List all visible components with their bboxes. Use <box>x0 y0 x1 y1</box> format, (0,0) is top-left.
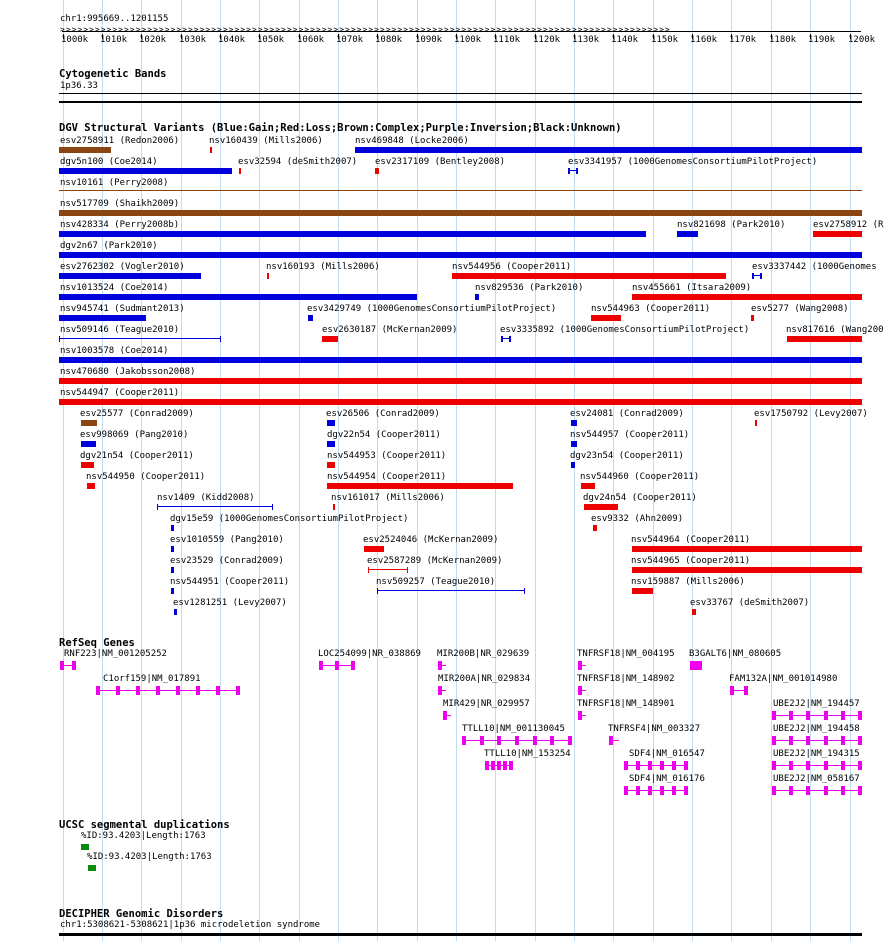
gene-exon[interactable] <box>806 786 810 795</box>
gene-exon[interactable] <box>824 786 828 795</box>
dgv-variant-label[interactable]: nsv544964 (Cooper2011) <box>631 535 751 545</box>
dgv-variant-bar[interactable] <box>239 168 241 174</box>
dgv-variant-label[interactable]: esv33767 (deSmith2007) <box>690 598 810 608</box>
dgv-variant-label[interactable]: nsv517709 (Shaikh2009) <box>60 199 180 209</box>
dgv-variant-label[interactable]: nsv1409 (Kidd2008) <box>157 493 255 503</box>
dgv-variant-bar[interactable] <box>59 168 232 174</box>
gene-label[interactable]: LOC254099|NR_038869 <box>318 649 421 659</box>
dgv-variant-bar[interactable] <box>59 294 417 300</box>
dgv-variant-bar[interactable] <box>327 420 335 426</box>
dgv-variant-bar[interactable] <box>59 378 862 384</box>
dgv-variant-bar[interactable] <box>632 294 862 300</box>
cytoband-label[interactable]: 1p36.33 <box>60 81 98 91</box>
gene-exon[interactable] <box>319 661 323 670</box>
gene-exon[interactable] <box>772 711 776 720</box>
dgv-variant-bar[interactable] <box>267 273 269 279</box>
dgv-variant-label[interactable]: dgv15e59 (1000GenomesConsortiumPilotProject) <box>170 514 409 524</box>
gene-exon[interactable] <box>684 786 688 795</box>
gene-label[interactable]: C1orf159|NM_017891 <box>103 674 201 684</box>
dgv-variant-bar-end <box>524 588 525 594</box>
gene-label[interactable]: TTLL10|NM_153254 <box>484 749 571 759</box>
gene-exon[interactable] <box>515 736 519 745</box>
dgv-variant-bar[interactable] <box>591 315 621 321</box>
dgv-variant-label[interactable]: nsv544950 (Cooper2011) <box>86 472 206 482</box>
dgv-variant-bar[interactable] <box>171 567 174 573</box>
dgv-variant-bar[interactable] <box>59 357 862 363</box>
ruler-tick-label: 1020k <box>139 35 167 45</box>
gene-label[interactable]: UBE2J2|NM_194458 <box>773 724 860 734</box>
dgv-variant-label[interactable]: esv1281251 (Levy2007) <box>173 598 287 608</box>
dgv-variant-label[interactable]: esv2317109 (Bentley2008) <box>375 157 506 167</box>
gene-exon[interactable] <box>351 661 355 670</box>
grid-line <box>338 0 339 941</box>
ruler-tick-label: 1050k <box>257 35 285 45</box>
dgv-variant-label[interactable]: nsv1013524 (Coe2014) <box>60 283 169 293</box>
ruler-tick-label: 1070k <box>336 35 364 45</box>
gene-label[interactable]: SDF4|NM_016547 <box>629 749 705 759</box>
dgv-variant-bar[interactable] <box>59 210 862 216</box>
dgv-variant-label[interactable]: esv2587289 (McKernan2009) <box>367 556 503 566</box>
gene-intron-line[interactable] <box>624 790 688 791</box>
gene-exon[interactable] <box>841 736 845 745</box>
gene-label[interactable]: B3GALT6|NM_080605 <box>689 649 782 659</box>
gene-label[interactable]: FAM132A|NM_001014980 <box>729 674 838 684</box>
gene-exon[interactable] <box>176 686 180 695</box>
dgv-variant-bar-end <box>59 336 60 342</box>
gene-exon[interactable] <box>624 761 628 770</box>
dgv-variant-bar[interactable] <box>59 338 221 339</box>
dgv-variant-label[interactable]: nsv469848 (Locke2006) <box>355 136 469 146</box>
grid-line <box>771 0 772 941</box>
gene-exon[interactable] <box>806 736 810 745</box>
gene-label[interactable]: TNFRSF18|NM_004195 <box>577 649 675 659</box>
gene-exon[interactable] <box>806 761 810 770</box>
dgv-variant-label[interactable]: nsv544965 (Cooper2011) <box>631 556 751 566</box>
gene-label[interactable]: RNF223|NM_001205252 <box>64 649 167 659</box>
gene-exon[interactable] <box>497 736 501 745</box>
gene-exon[interactable] <box>196 686 200 695</box>
ruler-tick-label: 1040k <box>218 35 246 45</box>
gene-exon[interactable] <box>660 786 664 795</box>
dgv-variant-bar[interactable] <box>787 336 862 342</box>
gene-exon[interactable] <box>690 661 702 670</box>
ruler-tick-label: 1030k <box>179 35 207 45</box>
gene-exon[interactable] <box>335 661 339 670</box>
dgv-variant-label[interactable]: nsv821698 (Park2010) <box>677 220 786 230</box>
dgv-variant-bar[interactable] <box>368 569 408 570</box>
dgv-variant-bar[interactable] <box>377 590 525 591</box>
dgv-variant-bar[interactable] <box>692 609 696 615</box>
grid-line <box>850 0 851 941</box>
gene-exon[interactable] <box>578 661 582 670</box>
dgv-variant-bar[interactable] <box>632 567 862 573</box>
dgv-variant-label[interactable]: esv9332 (Ahn2009) <box>591 514 684 524</box>
dgv-variant-bar[interactable] <box>364 546 384 552</box>
gene-exon[interactable] <box>789 736 793 745</box>
gene-exon[interactable] <box>824 711 828 720</box>
dgv-variant-label[interactable]: nsv160439 (Mills2006) <box>209 136 323 146</box>
ruler-tick-label: 1000k <box>61 35 89 45</box>
ruler-tick-label: 1170k <box>729 35 757 45</box>
ruler-tick-label: 1120k <box>533 35 561 45</box>
dgv-variant-label[interactable]: nsv544957 (Cooper2011) <box>570 430 690 440</box>
dgv-variant-bar[interactable] <box>59 315 146 321</box>
ruler-tick-label: 1010k <box>100 35 128 45</box>
dgv-variant-label[interactable]: nsv544954 (Cooper2011) <box>327 472 447 482</box>
dgv-variant-bar[interactable] <box>813 231 862 237</box>
gene-exon[interactable] <box>497 761 501 770</box>
gene-exon[interactable] <box>789 786 793 795</box>
gene-label[interactable]: TNFRSF18|NM_148901 <box>577 699 675 709</box>
dgv-variant-label[interactable]: esv3335892 (1000GenomesConsortiumPilotProject) <box>500 325 750 335</box>
gene-exon[interactable] <box>841 761 845 770</box>
segdup-feature[interactable] <box>81 844 89 850</box>
dgv-variant-label[interactable]: nsv544960 (Cooper2011) <box>580 472 700 482</box>
ruler-tick-label: 1190k <box>808 35 836 45</box>
gene-exon[interactable] <box>438 686 442 695</box>
dgv-variant-bar[interactable] <box>308 315 313 321</box>
gene-exon[interactable] <box>438 661 442 670</box>
dgv-variant-label[interactable]: esv2630187 (McKernan2009) <box>322 325 458 335</box>
gene-intron-line[interactable] <box>772 765 862 766</box>
ruler-tick-label: 1140k <box>611 35 639 45</box>
grid-line <box>613 0 614 941</box>
dgv-variant-bar[interactable] <box>375 168 379 174</box>
decipher-feature[interactable] <box>59 933 862 936</box>
dgv-variant-bar[interactable] <box>171 588 174 594</box>
segdup-label[interactable]: %ID:93.4203|Length:1763 <box>81 831 206 841</box>
dgv-variant-label[interactable]: esv5277 (Wang2008) <box>751 304 849 314</box>
gene-exon[interactable] <box>824 736 828 745</box>
grid-line <box>731 0 732 941</box>
dgv-variant-bar[interactable] <box>171 546 174 552</box>
gene-exon[interactable] <box>648 786 652 795</box>
dgv-variant-bar[interactable] <box>571 441 577 447</box>
dgv-variant-bar-end <box>501 336 503 342</box>
gene-exon[interactable] <box>116 686 120 695</box>
segdup-label[interactable]: %ID:93.4203|Length:1763 <box>87 852 212 862</box>
dgv-variant-label[interactable]: esv3429749 (1000GenomesConsortiumPilotProject) <box>307 304 557 314</box>
dgv-variant-label[interactable]: esv1750792 (Levy2007) <box>754 409 868 419</box>
grid-line <box>810 0 811 941</box>
gene-exon[interactable] <box>806 711 810 720</box>
dgv-variant-bar[interactable] <box>157 506 273 507</box>
gene-exon[interactable] <box>491 761 495 770</box>
gene-exon[interactable] <box>462 736 466 745</box>
dgv-variant-bar-end <box>576 168 578 174</box>
gene-intron-line[interactable] <box>772 715 862 716</box>
dgv-variant-label[interactable]: esv3337442 (1000Genomes <box>752 262 877 272</box>
cytoband-line <box>59 93 862 94</box>
dgv-variant-bar[interactable] <box>475 294 479 300</box>
dgv-variant-bar-end <box>568 168 570 174</box>
dgv-variant-label[interactable]: esv2524046 (McKernan2009) <box>363 535 499 545</box>
dgv-variant-label[interactable]: nsv159887 (Mills2006) <box>631 577 745 587</box>
gene-exon[interactable] <box>578 711 582 720</box>
gene-exon[interactable] <box>858 711 862 720</box>
ruler-strand-arrows: >>>>>>>>>>>>>>>>>>>>>>>>>>>>>>>>>>>>>>>>>>>>>>>>>>>>>>>>>>>>>>>>>>>>>>>>>>>>>>>>>>>>>>>>>>>>>>>>>>>>>>>>> <box>60 25 671 34</box>
dgv-variant-bar[interactable] <box>584 504 618 510</box>
dgv-variant-label[interactable]: nsv10161 (Perry2008) <box>60 178 169 188</box>
dgv-variant-label[interactable]: nsv509257 (Teague2010) <box>376 577 496 587</box>
dgv-variant-label[interactable]: nsv544956 (Cooper2011) <box>452 262 572 272</box>
gene-exon[interactable] <box>60 661 64 670</box>
dgv-variant-bar[interactable] <box>59 231 646 237</box>
dgv-variant-bar[interactable] <box>81 462 94 468</box>
dgv-variant-label[interactable]: nsv160193 (Mills2006) <box>266 262 380 272</box>
gene-exon[interactable] <box>503 761 507 770</box>
ruler-tick-label: 1130k <box>572 35 600 45</box>
dgv-variant-label[interactable]: nsv945741 (Sudmant2013) <box>60 304 185 314</box>
gene-exon[interactable] <box>216 686 220 695</box>
grid-line <box>692 0 693 941</box>
dgv-variant-label[interactable]: esv32594 (deSmith2007) <box>238 157 358 167</box>
ruler-tick-label: 1110k <box>493 35 521 45</box>
gene-exon[interactable] <box>609 736 613 745</box>
dgv-variant-bar[interactable] <box>59 273 201 279</box>
gene-exon[interactable] <box>789 711 793 720</box>
gene-label[interactable]: MIR200B|NR_029639 <box>437 649 530 659</box>
track-divider <box>59 101 862 103</box>
dgv-variant-bar[interactable] <box>581 483 595 489</box>
gene-exon[interactable] <box>858 736 862 745</box>
dgv-variant-bar[interactable] <box>322 336 338 342</box>
dgv-variant-bar[interactable] <box>210 147 212 153</box>
gene-exon[interactable] <box>772 761 776 770</box>
gene-exon[interactable] <box>772 736 776 745</box>
dgv-variant-label[interactable]: dgv2n67 (Park2010) <box>60 241 158 251</box>
ruler-tick-label: 1180k <box>769 35 797 45</box>
gene-exon[interactable] <box>841 786 845 795</box>
dgv-variant-label[interactable]: esv24081 (Conrad2009) <box>570 409 684 419</box>
dgv-variant-label[interactable]: esv25577 (Conrad2009) <box>80 409 194 419</box>
dgv-variant-bar[interactable] <box>571 462 575 468</box>
gene-exon[interactable] <box>136 686 140 695</box>
gene-intron-line[interactable] <box>772 790 862 791</box>
cytoband-track-title[interactable]: Cytogenetic Bands <box>59 68 167 80</box>
dgv-variant-label[interactable]: nsv544951 (Cooper2011) <box>170 577 290 587</box>
dgv-variant-bar-end <box>377 588 378 594</box>
position-label: chr1:995669..1201155 <box>60 14 169 24</box>
gene-exon[interactable] <box>858 786 862 795</box>
segdup-feature[interactable] <box>88 865 96 871</box>
dgv-variant-label[interactable]: dgv21n54 (Cooper2011) <box>80 451 194 461</box>
dgv-variant-label[interactable]: nsv544963 (Cooper2011) <box>591 304 711 314</box>
grid-line <box>181 0 182 941</box>
gene-exon[interactable] <box>672 786 676 795</box>
grid-line <box>535 0 536 941</box>
gene-exon[interactable] <box>730 686 734 695</box>
gene-exon[interactable] <box>636 761 640 770</box>
dgv-variant-label[interactable]: esv23529 (Conrad2009) <box>170 556 284 566</box>
ruler-tick-label: 1090k <box>415 35 443 45</box>
dgv-variant-bar[interactable] <box>81 420 97 426</box>
dgv-variant-label[interactable]: nsv509146 (Teague2010) <box>60 325 180 335</box>
gene-exon[interactable] <box>660 761 664 770</box>
dgv-variant-label[interactable]: dgv5n100 (Coe2014) <box>60 157 158 167</box>
gene-exon[interactable] <box>485 761 489 770</box>
ruler-tick-label: 1060k <box>297 35 325 45</box>
gene-label[interactable]: UBE2J2|NM_058167 <box>773 774 860 784</box>
gene-exon[interactable] <box>841 711 845 720</box>
gene-exon[interactable] <box>578 686 582 695</box>
gene-label[interactable]: TNFRSF4|NM_003327 <box>608 724 701 734</box>
dgv-variant-label[interactable]: nsv817616 (Wang200 <box>786 325 884 335</box>
dgv-variant-bar-end <box>509 336 511 342</box>
dgv-variant-label[interactable]: nsv544947 (Cooper2011) <box>60 388 180 398</box>
dgv-variant-label[interactable]: dgv24n54 (Cooper2011) <box>583 493 697 503</box>
dgv-variant-label[interactable]: nsv544953 (Cooper2011) <box>327 451 447 461</box>
gene-exon[interactable] <box>824 761 828 770</box>
dgv-variant-bar[interactable] <box>59 399 862 405</box>
dgv-variant-label[interactable]: nsv428334 (Perry2008b) <box>60 220 180 230</box>
ruler-tick-label: 1080k <box>375 35 403 45</box>
gene-label[interactable]: MIR200A|NR_029834 <box>438 674 531 684</box>
segdup-track-title[interactable]: UCSC segmental duplications <box>59 819 230 831</box>
ruler-tick-label: 1160k <box>690 35 718 45</box>
dgv-variant-bar-end <box>752 273 754 279</box>
gene-label[interactable]: MIR429|NR_029957 <box>443 699 530 709</box>
gene-exon[interactable] <box>550 736 554 745</box>
dgv-variant-label[interactable]: nsv1003578 (Coe2014) <box>60 346 169 356</box>
dgv-variant-label[interactable]: esv2762302 (Vogler2010) <box>60 262 185 272</box>
gene-exon[interactable] <box>789 761 793 770</box>
dgv-track-title[interactable]: DGV Structural Variants (Blue:Gain;Red:Loss;Brown:Complex;Purple:Inversion;Black:Unknown) <box>59 122 622 134</box>
gene-label[interactable]: TNFRSF18|NM_148902 <box>577 674 675 684</box>
gene-exon[interactable] <box>744 686 748 695</box>
dgv-variant-label[interactable]: esv1010559 (Pang2010) <box>170 535 284 545</box>
gene-exon[interactable] <box>509 761 513 770</box>
dgv-variant-bar[interactable] <box>632 546 862 552</box>
dgv-variant-bar-end <box>407 567 408 573</box>
dgv-variant-label[interactable]: esv998069 (Pang2010) <box>80 430 189 440</box>
dgv-variant-bar[interactable] <box>677 231 698 237</box>
dgv-variant-label[interactable]: esv3341957 (1000GenomesConsortiumPilotProject) <box>568 157 818 167</box>
gene-exon[interactable] <box>858 761 862 770</box>
gene-exon[interactable] <box>236 686 240 695</box>
dgv-variant-bar[interactable] <box>327 462 335 468</box>
dgv-variant-bar[interactable] <box>751 315 754 321</box>
gene-exon[interactable] <box>72 661 76 670</box>
gene-intron-line[interactable] <box>772 740 862 741</box>
refseq-track-title[interactable]: RefSeq Genes <box>59 637 135 649</box>
dgv-variant-bar-end <box>157 504 158 510</box>
dgv-variant-bar[interactable] <box>81 441 96 447</box>
dgv-variant-label[interactable]: nsv161017 (Mills2006) <box>331 493 445 503</box>
dgv-variant-bar-end <box>368 567 369 573</box>
gene-exon[interactable] <box>568 736 572 745</box>
ruler-tick-label: 1150k <box>651 35 679 45</box>
dgv-variant-bar[interactable] <box>174 609 177 615</box>
dgv-variant-bar[interactable] <box>571 420 577 426</box>
gene-exon[interactable] <box>672 761 676 770</box>
dgv-variant-bar[interactable] <box>327 483 513 489</box>
dgv-variant-bar-end <box>220 336 221 342</box>
dgv-variant-label[interactable]: esv2758911 (Redon2006) <box>60 136 180 146</box>
dgv-variant-label[interactable]: nsv829536 (Park2010) <box>475 283 584 293</box>
dgv-variant-label[interactable]: esv26506 (Conrad2009) <box>326 409 440 419</box>
dgv-variant-label[interactable]: dgv22n54 (Cooper2011) <box>327 430 441 440</box>
dgv-variant-label[interactable]: esv2758912 (R <box>813 220 884 230</box>
decipher-track-title[interactable]: DECIPHER Genomic Disorders <box>59 908 224 920</box>
grid-line <box>574 0 575 941</box>
gene-exon[interactable] <box>636 786 640 795</box>
dgv-variant-bar[interactable] <box>755 420 757 426</box>
gene-exon[interactable] <box>684 761 688 770</box>
gene-label[interactable]: SDF4|NM_016176 <box>629 774 705 784</box>
dgv-variant-bar[interactable] <box>355 147 862 153</box>
dgv-variant-bar[interactable] <box>593 525 597 531</box>
dgv-variant-bar[interactable] <box>452 273 726 279</box>
dgv-variant-bar[interactable] <box>59 190 862 191</box>
dgv-variant-bar[interactable] <box>171 525 174 531</box>
dgv-variant-bar[interactable] <box>327 441 335 447</box>
ruler-tick-label: 1100k <box>454 35 482 45</box>
dgv-variant-label[interactable]: nsv455661 (Itsara2009) <box>632 283 752 293</box>
gene-label[interactable]: TTLL10|NM_001130045 <box>462 724 565 734</box>
dgv-variant-bar[interactable] <box>59 147 111 153</box>
gene-exon[interactable] <box>480 736 484 745</box>
dgv-variant-bar[interactable] <box>632 588 653 594</box>
dgv-variant-bar[interactable] <box>333 504 335 510</box>
gene-label[interactable]: UBE2J2|NM_194457 <box>773 699 860 709</box>
gene-label[interactable]: UBE2J2|NM_194315 <box>773 749 860 759</box>
gene-exon[interactable] <box>648 761 652 770</box>
grid-line <box>653 0 654 941</box>
dgv-variant-label[interactable]: dgv23n54 (Cooper2011) <box>570 451 684 461</box>
dgv-variant-label[interactable]: nsv470680 (Jakobsson2008) <box>60 367 196 377</box>
gene-exon[interactable] <box>624 786 628 795</box>
dgv-variant-bar[interactable] <box>87 483 95 489</box>
gene-exon[interactable] <box>443 711 447 720</box>
gene-exon[interactable] <box>96 686 100 695</box>
dgv-variant-bar[interactable] <box>59 252 862 258</box>
dgv-variant-bar-end <box>272 504 273 510</box>
decipher-label[interactable]: chr1:5308621-5308621|1p36 microdeletion syndrome <box>60 920 321 930</box>
ruler-tick-label: 1200k <box>848 35 876 45</box>
gene-exon[interactable] <box>533 736 537 745</box>
gene-intron-line[interactable] <box>624 765 688 766</box>
gene-exon[interactable] <box>156 686 160 695</box>
dgv-variant-bar-end <box>760 273 762 279</box>
gene-exon[interactable] <box>772 786 776 795</box>
grid-line <box>495 0 496 941</box>
